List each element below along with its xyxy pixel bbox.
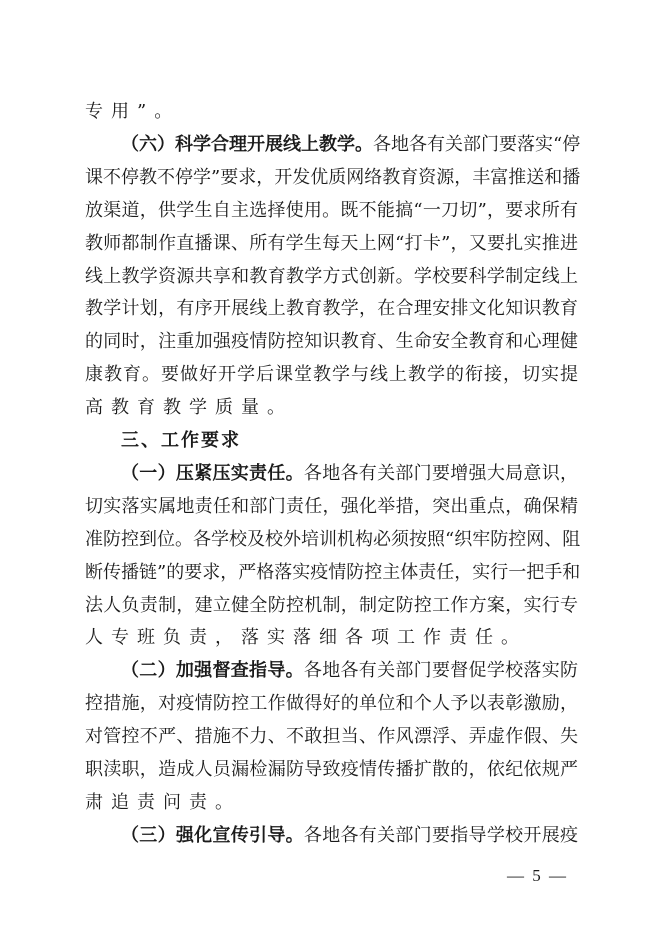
line-text: 放渠道，供学生自主选择使用。既不能搞“一刀切”，要求所有	[85, 199, 578, 221]
line-text: 线上教学资源共享和教育教学方式创新。学校要科学制定线上	[85, 265, 578, 287]
line-text: 各地各有关部门要落实“停	[373, 133, 581, 155]
text-line	[85, 527, 581, 553]
line-text: 切实落实属地责任和部门责任，强化举措，突出重点，确保精	[85, 495, 578, 517]
line-text: 对管控不严、措施不力、不敢担当、作风漂浮、弄虚作假、失	[85, 726, 578, 748]
section-heading	[121, 428, 241, 454]
text-line	[85, 198, 578, 224]
text-line	[85, 329, 578, 355]
text-line	[85, 691, 578, 717]
line-text: 断传播链”的要求，严格落实疫情防控主体责任，实行一把手和	[85, 561, 581, 583]
bold-lead: （二）加强督查指导。	[121, 660, 304, 682]
text-line	[85, 264, 578, 290]
text-line	[85, 99, 180, 125]
text-line	[85, 790, 241, 816]
text-line	[85, 231, 578, 257]
line-text: 的同时，注重加强疫情防控知识教育、生命安全教育和心理健	[85, 331, 578, 353]
line-text: 各地各有关部门要指导学校开展疫	[303, 824, 579, 846]
text-line	[85, 362, 578, 388]
line-text: 肃追责问责。	[85, 791, 241, 813]
text-line	[85, 296, 578, 322]
line-text: 教学计划，有序开展线上教育教学，在合理安排文化知识教育	[85, 298, 578, 320]
text-line	[85, 593, 578, 619]
text-line	[85, 724, 578, 750]
bold-lead: 三、工作要求	[121, 430, 241, 451]
line-text: 专用”。	[85, 101, 181, 122]
text-line	[121, 658, 578, 684]
line-text: 高教育教学质量。	[85, 397, 293, 419]
line-text: 各地各有关部门要增强大局意识，	[303, 462, 579, 484]
line-text: 准防控到位。各学校及校外培训机构必须按照“织牢防控网、阻	[85, 528, 581, 550]
text-line	[85, 165, 581, 191]
line-text: 人专班负责，落实落细各项工作责任。	[85, 627, 527, 649]
text-line	[85, 395, 293, 421]
text-line	[121, 823, 578, 849]
line-text: 教师都制作直播课、所有学生每天上网“打卡”，又要扎实推进	[85, 232, 578, 254]
line-text: 课不停教不停学”要求，开发优质网络教育资源，丰富推送和播	[85, 166, 581, 188]
bold-lead: （一）压紧压实责任。	[121, 462, 304, 484]
text-line	[85, 625, 527, 651]
line-text: 康教育。要做好开学后课堂教学与线上教学的衔接，切实提	[85, 364, 578, 386]
page-number: — 5 —	[507, 866, 568, 885]
text-line	[85, 560, 581, 586]
text-line	[121, 461, 578, 487]
bold-lead: （三）强化宣传引导。	[121, 824, 304, 846]
line-text: 控措施，对疫情防控工作做得好的单位和个人予以表彰激励，	[85, 693, 578, 715]
text-line	[85, 757, 578, 783]
line-text: 法人负责制，建立健全防控机制，制定防控工作方案，实行专	[85, 594, 578, 616]
text-line	[85, 494, 578, 520]
bold-lead: （六）科学合理开展线上教学。	[121, 133, 373, 155]
text-line	[121, 132, 581, 158]
line-text: 职渎职，造成人员漏检漏防导致疫情传播扩散的，依纪依规严	[85, 759, 578, 780]
line-text: 各地各有关部门要督促学校落实防	[303, 660, 579, 682]
